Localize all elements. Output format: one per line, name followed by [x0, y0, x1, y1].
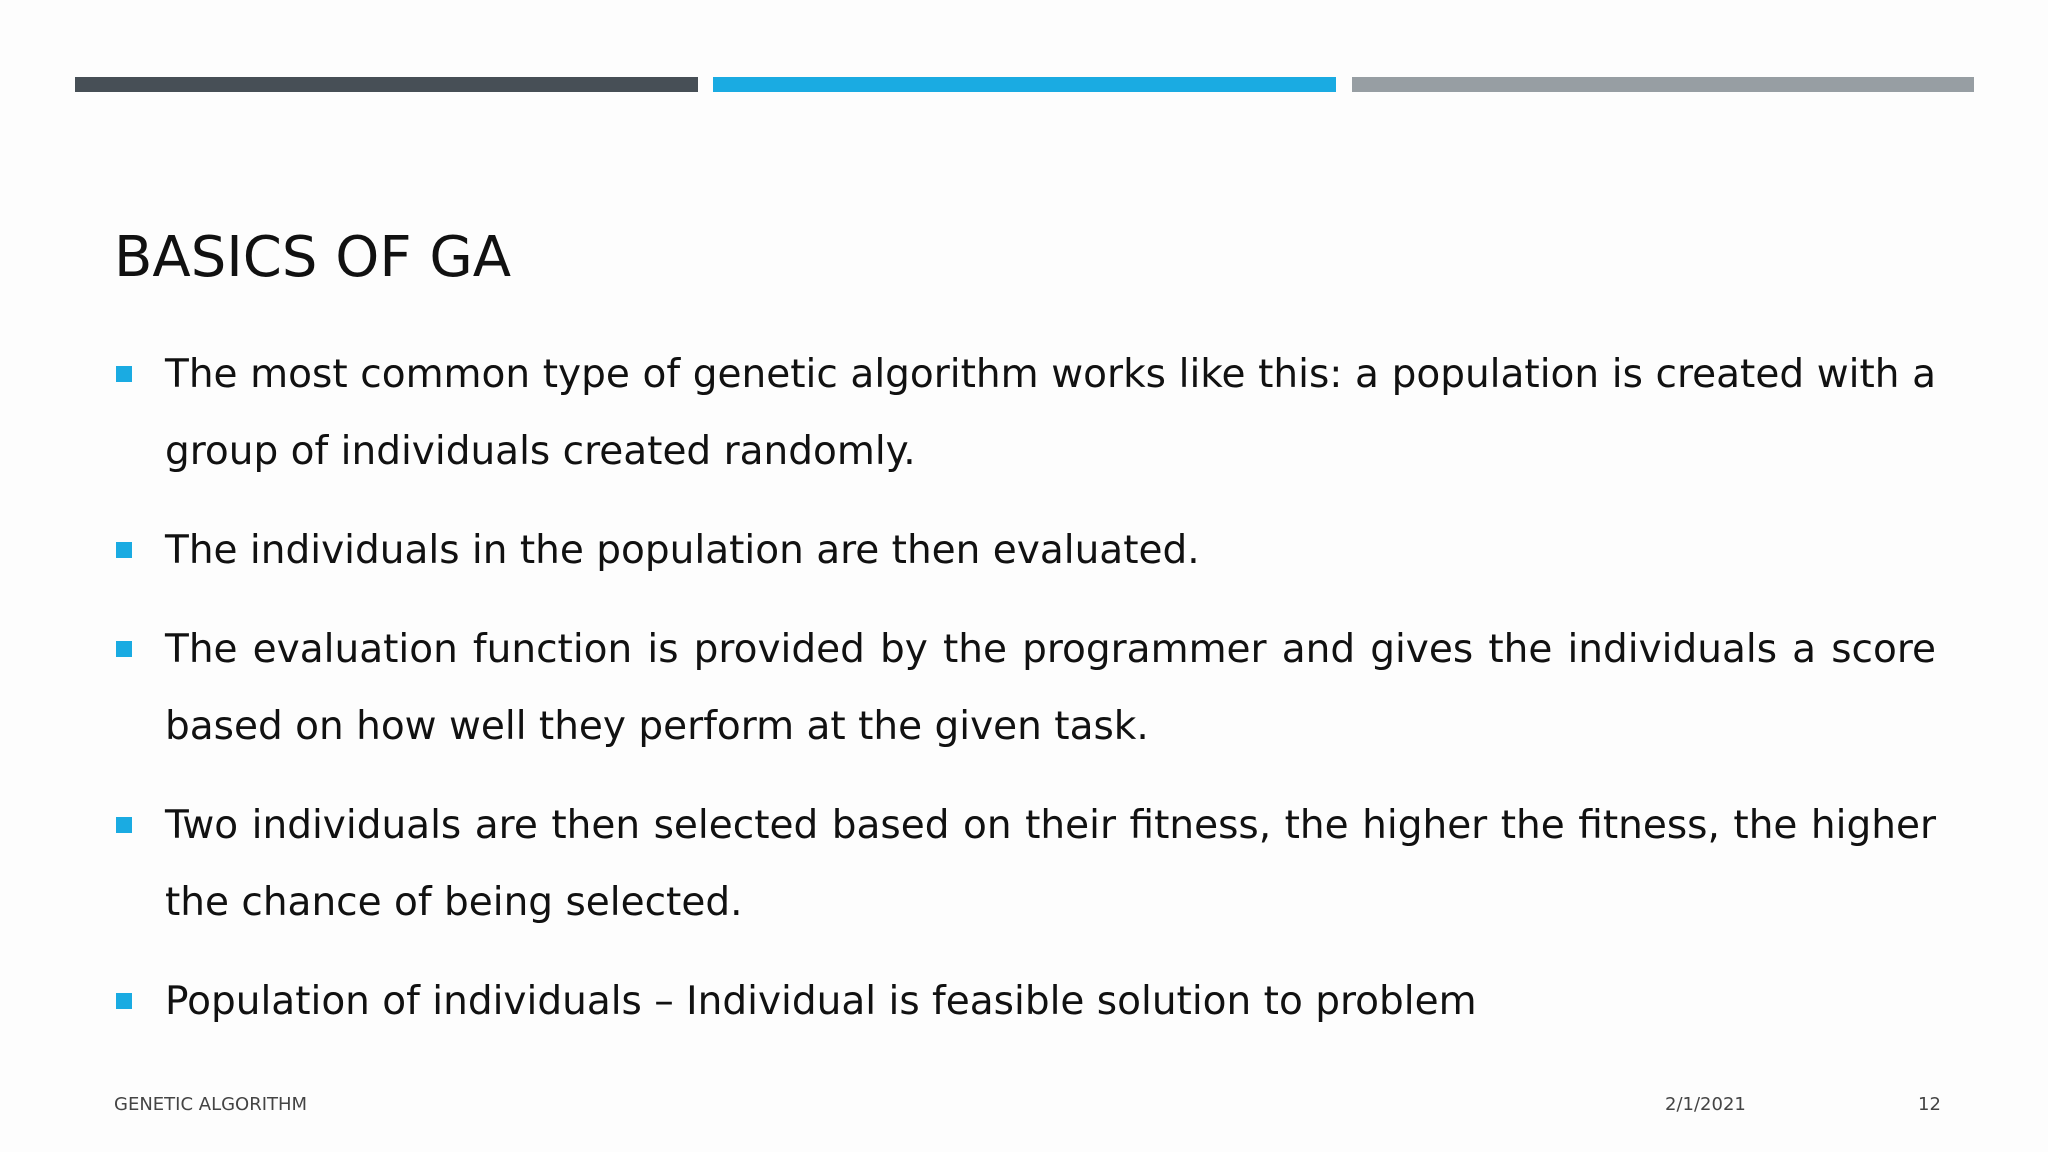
square-bullet-icon [116, 366, 132, 382]
bullet-item [114, 611, 1936, 765]
bullet-text: Two individuals are then selected based on their fitness, the higher the fitness, the higher the chance of being selected. [165, 803, 1936, 925]
square-bullet-icon [116, 817, 132, 833]
accent-bar-blue [713, 77, 1336, 92]
bullet-item [114, 512, 1936, 589]
square-bullet-icon [116, 993, 132, 1009]
footer-title: GENETIC ALGORITHM [114, 1094, 308, 1115]
bullet-text: The evaluation function is provided by the programmer and gives the individuals a score based on how well they perform at the given task. [165, 627, 1936, 749]
bullet-text: The individuals in the population are then evaluated. [165, 528, 1200, 573]
square-bullet-icon [116, 542, 132, 558]
bullet-item [114, 787, 1936, 941]
slide-title: BASICS OF GA [114, 225, 512, 290]
bullet-list [114, 336, 1936, 1062]
accent-bar-gray [1352, 77, 1974, 92]
footer-date: 2/1/2021 [1665, 1094, 1746, 1115]
bullet-text: The most common type of genetic algorithm works like this: a population is created with a group of individuals created randomly. [165, 352, 1936, 474]
square-bullet-icon [116, 641, 132, 657]
page-number: 12 [1918, 1094, 1941, 1115]
bullet-text: Population of individuals – Individual is feasible solution to problem [165, 979, 1477, 1024]
accent-bar-dark [75, 77, 698, 92]
bullet-item [114, 336, 1936, 490]
bullet-item [114, 963, 1936, 1040]
